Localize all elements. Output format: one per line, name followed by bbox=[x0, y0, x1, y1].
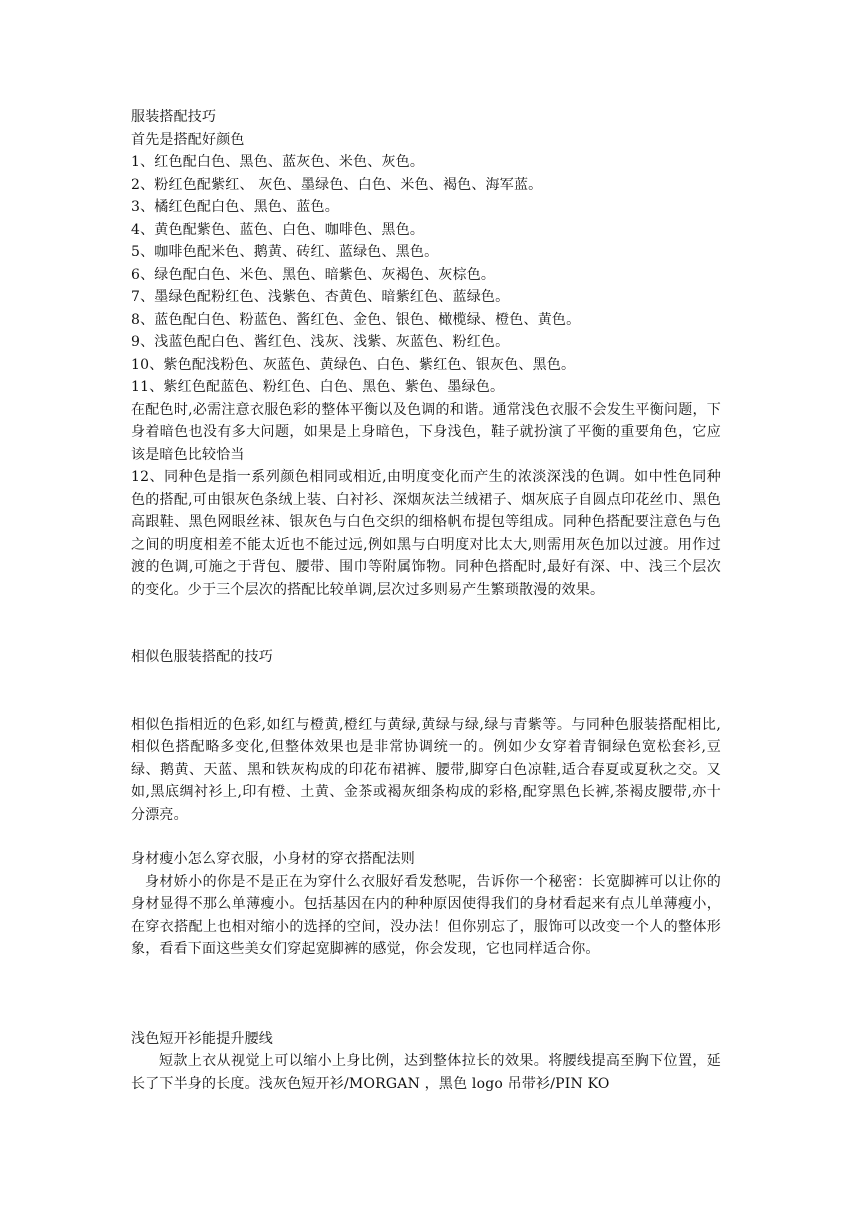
list-item: 8、蓝色配白色、粉蓝色、酱红色、金色、银色、橄榄绿、橙色、黄色。 bbox=[131, 311, 581, 328]
spacer bbox=[131, 961, 721, 1028]
document-title: 服装搭配技巧 bbox=[131, 109, 217, 125]
document-subtitle: 首先是搭配好颜色 bbox=[131, 131, 245, 148]
crop-top-paragraph: 短款上衣从视觉上可以缩小上身比例，达到整体拉长的效果。将腰线提高至胸下位置，延长了下半身的长度。浅灰色短开衫/MORGAN ，黑色 logo 吊带衫/PIN KO bbox=[131, 1053, 721, 1092]
spacer bbox=[131, 669, 721, 714]
list-item: 5、咖啡色配米色、鹅黄、砖红、蓝绿色、黑色。 bbox=[131, 244, 439, 260]
petite-heading: 身材瘦小怎么穿衣服，小身材的穿衣搭配法则 bbox=[131, 851, 415, 867]
list-item: 9、浅蓝色配白色、酱红色、浅灰、浅紫、灰蓝色、粉红色。 bbox=[131, 334, 510, 350]
same-color-paragraph: 12、同种色是指一系列颜色相同或相近,由明度变化而产生的浓淡深浅的色调。如中性色同种色的搭配,可由银灰色条绒上装、白衬衫、深烟灰法兰绒裙子、烟灰底子自圆点印花丝巾、黑色高跟鞋、黑色网眼丝袜、银灰色与白色交织的细格帆布提包等组成。同种色搭配要注意色与色之间的明度相差不能太近也不能过远,例如黑与白明度对比太大,则需用灰色加以过渡。用作过渡的色调,可施之于背包、腰带、围巾等附属饰物。同种色搭配时,最好有深、中、浅三个层次的变化。少于三个层次的搭配比较单调,层次过多则易产生繁琐散漫的效果。 bbox=[131, 469, 721, 598]
similar-color-heading: 相似色服装搭配的技巧 bbox=[131, 649, 273, 665]
list-item: 3、橘红色配白色、黑色、蓝色。 bbox=[131, 199, 339, 215]
petite-paragraph: 身材娇小的你是不是正在为穿什么衣服好看发愁呢，告诉你一个秘密：长宽脚裤可以让你的身材显得不那么单薄瘦小。包括基因在内的种种原因使得我们的身材看起来有点儿单薄瘦小，在穿衣搭配上也相对缩小的选择的空间，没办法！但你别忘了，服饰可以改变一个人的整体形象，看看下面这些美女们穿起宽脚裤的感觉，你会发现，它也同样适合你。 bbox=[131, 873, 721, 957]
similar-color-paragraph: 相似色指相近的色彩,如红与橙黄,橙红与黄绿,黄绿与绿,绿与青紫等。与同种色服装搭配相比,相似色搭配略多变化,但整体效果也是非常协调统一的。例如少女穿着青铜绿色宽松套衫,豆绿、鹅黄、天蓝、黑和铁灰构成的印花布裙裤、腰带,脚穿白色凉鞋,适合春夏或夏秋之交。又如,黑底绸衬衫上,印有橙、土黄、金茶或褐灰细条构成的彩格,配穿黑色长裤,茶褐皮腰带,亦十分漂亮。 bbox=[131, 716, 721, 823]
list-item: 10、紫色配浅粉色、灰蓝色、黄绿色、白色、紫红色、银灰色、黑色。 bbox=[131, 356, 576, 373]
list-item: 4、黄色配紫色、蓝色、白色、咖啡色、黑色。 bbox=[131, 221, 425, 238]
document-page bbox=[131, 106, 721, 1095]
balance-paragraph: 在配色时,必需注意衣服色彩的整体平衡以及色调的和谐。通常浅色衣服不会发生平衡问题，下身着暗色也没有多大问题，如果是上身暗色，下身浅色，鞋子就扮演了平衡的重要角色，它应该是暗色比较恰当 bbox=[131, 401, 721, 463]
list-item: 7、墨绿色配粉红色、浅紫色、杏黄色、暗紫红色、蓝绿色。 bbox=[131, 289, 510, 305]
spacer bbox=[131, 826, 721, 848]
color-pairing-list bbox=[131, 151, 721, 399]
list-item: 1、红色配白色、黑色、蓝灰色、米色、灰色。 bbox=[131, 154, 425, 170]
list-item: 11、紫红色配蓝色、粉红色、白色、黑色、紫色、墨绿色。 bbox=[131, 379, 505, 395]
list-item: 2、粉红色配紫红、 灰色、墨绿色、白色、米色、褐色、海军蓝。 bbox=[131, 176, 543, 193]
spacer bbox=[131, 601, 721, 646]
crop-top-heading: 浅色短开衫能提升腰线 bbox=[131, 1030, 273, 1047]
list-item: 6、绿色配白色、米色、黑色、暗紫色、灰褐色、灰棕色。 bbox=[131, 266, 496, 283]
